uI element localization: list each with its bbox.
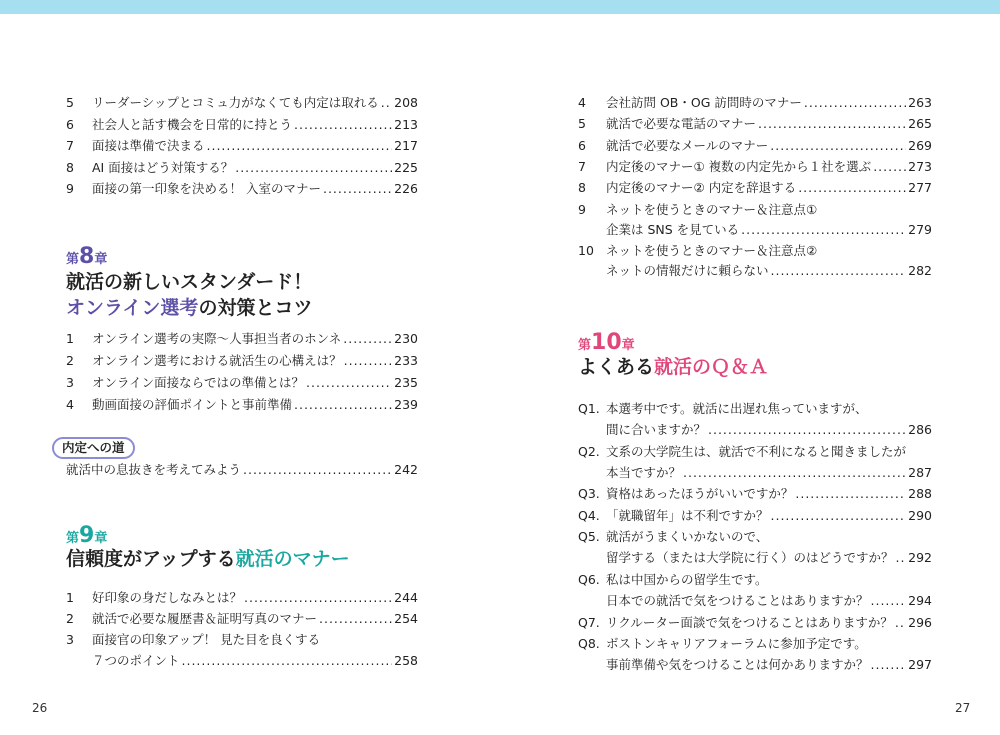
toc-entry[interactable] [578, 528, 932, 546]
chapter9-heading [66, 547, 350, 571]
toc-entry-page: 226 [394, 181, 418, 196]
dot-leader [798, 179, 906, 197]
toc-entry-title: 資格はあったほうがいいですか？ [606, 486, 794, 502]
toc-entry-title: リクルーター面談で気をつけることはありますか？ [606, 614, 893, 630]
toc-entry[interactable] [66, 180, 418, 198]
toc-entry-continuation-row[interactable] [92, 652, 418, 670]
toc-entry-page: 290 [908, 507, 932, 523]
toc-entry-number: 5 [578, 116, 586, 132]
toc-entry-title-continuation: 企業は SNS を見ている [606, 221, 740, 237]
toc-entry-title: 内定後のマナー① 複数の内定先から１社を選ぶ [606, 158, 872, 174]
toc-entry-title: 就活がうまくいかないので、 [606, 529, 769, 545]
toc-entry-number: Q1. [578, 401, 600, 416]
toc-entry-title: 私は中国からの留学生です。 [606, 572, 768, 587]
dot-leader [319, 610, 392, 628]
toc-entry-page: 297 [908, 657, 932, 673]
toc-entry-title-continuation: 間に合いますか？ [606, 422, 707, 437]
toc-entry-number: Q7. [578, 614, 600, 630]
dot-leader [771, 507, 907, 525]
toc-entry-page: 244 [394, 590, 418, 605]
dot-leader [683, 464, 906, 482]
toc-entry-title-continuation: ネットの情報だけに頼らない [606, 262, 769, 278]
toc-entry-title: 文系の大学院生は、就活で不利になると聞きましたが [606, 443, 907, 459]
toc-entry[interactable] [66, 610, 418, 628]
toc-entry-title-continuation: 本当ですか？ [606, 464, 682, 480]
toc-entry[interactable] [66, 631, 418, 649]
dot-leader [896, 549, 907, 567]
toc-entry[interactable] [66, 330, 418, 348]
toc-entry-number: 10 [578, 242, 594, 258]
toc-entry-title: 本選考中です。就活に出遅れ焦っていますが、 [606, 401, 868, 416]
toc-entry-number: Q3. [578, 486, 600, 502]
toc-entry-title: ネットを使うときのマナー＆注意点① [606, 201, 818, 217]
dot-leader [758, 115, 906, 133]
toc-entry[interactable] [66, 374, 418, 392]
toc-entry-title: AI 面接はどう対策する？ [92, 159, 234, 175]
toc-entry-page: 233 [394, 353, 418, 368]
toc-entry[interactable] [578, 94, 932, 112]
toc-entry-number: 5 [66, 95, 74, 110]
toc-entry-page: 288 [908, 486, 932, 502]
toc-entry-title: 就活で必要な電話のマナー [606, 116, 757, 132]
chapter9-prefix: 第 [66, 531, 80, 546]
toc-entry-continuation-row[interactable] [606, 549, 932, 567]
dot-leader [741, 221, 906, 239]
toc-entry-title: ネットを使うときのマナー＆注意点② [606, 242, 818, 258]
toc-entry-number: 8 [578, 180, 586, 196]
road-item-page: 242 [394, 462, 418, 477]
road-item-title: 就活中の息抜きを考えてみよう [66, 462, 242, 477]
toc-entry-continuation-row[interactable] [606, 656, 932, 674]
chapter9-label [66, 523, 107, 548]
chapter9-number: 9 [79, 523, 95, 548]
dot-leader [306, 374, 392, 392]
toc-entry-number: 2 [66, 611, 74, 626]
toc-entry[interactable] [578, 571, 932, 589]
toc-entry[interactable] [66, 94, 418, 112]
toc-entry[interactable] [578, 400, 932, 418]
chapter10-heading [578, 355, 768, 379]
dot-leader [873, 158, 906, 176]
toc-entry-title-continuation: 事前準備や気をつけることは何かありますか？ [606, 657, 869, 673]
toc-entry-title: オンライン選考の実際～人事担当者のホンネ [92, 331, 342, 346]
toc-entry-page: 263 [908, 95, 932, 110]
toc-entry-page: 239 [394, 397, 418, 412]
dot-leader [795, 485, 906, 503]
toc-entry-number: 2 [66, 353, 74, 368]
toc-entry-page: 287 [908, 464, 932, 480]
dot-leader [871, 592, 907, 610]
chapter10-heading-highlight: 就活のＱ＆Ａ [654, 356, 769, 378]
dot-leader [207, 137, 393, 155]
toc-entry-title-continuation: 日本での就活で気をつけることはありますか？ [606, 593, 869, 608]
page-number-left: 26 [32, 701, 48, 715]
dot-leader [323, 180, 392, 198]
dot-leader [244, 589, 392, 607]
toc-entry[interactable] [578, 137, 932, 155]
toc-entry-page: 296 [908, 614, 932, 630]
dot-leader [871, 656, 907, 674]
toc-entry-page: 254 [394, 611, 418, 626]
dot-leader [235, 159, 392, 177]
dot-leader [182, 652, 393, 670]
toc-entry[interactable] [66, 352, 418, 370]
toc-entry-number: Q8. [578, 636, 600, 652]
toc-entry-number: 1 [66, 590, 74, 605]
toc-entry-page: 235 [394, 375, 418, 390]
toc-entry-title: 内定後のマナー② 内定を辞退する [606, 180, 797, 196]
toc-entry-continuation-row[interactable] [606, 221, 932, 239]
toc-entry-page: 217 [394, 138, 418, 153]
toc-entry[interactable] [578, 485, 932, 503]
toc-entry-page: 292 [908, 550, 932, 566]
toc-entry[interactable] [578, 635, 932, 653]
dot-leader [381, 94, 392, 112]
toc-entry-title: ボストンキャリアフォーラムに参加予定です。 [606, 636, 867, 652]
dot-leader [294, 396, 392, 414]
chapter8-heading-rest: の対策とコツ [198, 297, 313, 319]
toc-entry-title-continuation: 留学する（または大学院に行く）のはどうですか？ [606, 550, 894, 566]
toc-entry-title: オンライン面接ならではの準備とは？ [92, 375, 305, 390]
toc-entry-number: Q5. [578, 529, 600, 545]
toc-entry-title: 社会人と話す機会を日常的に持とう [92, 116, 293, 132]
dot-leader [804, 94, 906, 112]
chapter9-heading-highlight: 就活のマナー [235, 548, 350, 570]
toc-entry-page: 282 [908, 262, 932, 278]
toc-entry-page: 225 [394, 159, 418, 175]
toc-entry[interactable] [578, 507, 932, 525]
page-number-right: 27 [955, 701, 971, 715]
chapter8-suffix: 章 [94, 252, 108, 267]
chapter8-number: 8 [79, 244, 95, 269]
chapter10-heading-rest: よくある [578, 356, 655, 378]
toc-entry-number: 3 [66, 632, 74, 647]
toc-entry-page: 273 [908, 158, 932, 174]
toc-entry-page: 277 [908, 180, 932, 196]
dot-leader [708, 421, 906, 439]
dot-leader [294, 116, 392, 134]
toc-entry[interactable] [66, 116, 418, 134]
toc-entry-page: 269 [908, 137, 932, 153]
toc-entry-number: 3 [66, 375, 74, 390]
toc-entry-continuation-row[interactable] [606, 262, 932, 280]
toc-entry-title: 「就職留年」は不利ですか？ [606, 507, 769, 523]
toc-entry[interactable] [578, 614, 932, 632]
dot-leader [770, 137, 906, 155]
chapter10-label [578, 330, 635, 355]
toc-entry[interactable] [578, 115, 932, 133]
toc-entry-continuation-row[interactable] [606, 464, 932, 482]
toc-entry-number: 8 [66, 159, 74, 175]
toc-entry-number: 6 [578, 137, 586, 153]
toc-entry-page: 230 [394, 331, 418, 346]
toc-entry-title: 就活で必要な履歴書＆証明写真のマナー [92, 611, 318, 626]
toc-entry-number: 4 [578, 95, 586, 110]
toc-entry-number: 9 [66, 181, 74, 196]
chapter10-suffix: 章 [621, 338, 635, 353]
toc-entry-continuation-row[interactable] [606, 421, 932, 439]
chapter8-heading-line2 [66, 296, 312, 320]
toc-entry-number: 9 [578, 201, 586, 217]
chapter9-suffix: 章 [94, 531, 108, 546]
toc-entry-page: 213 [394, 116, 418, 132]
toc-entry-number: 1 [66, 331, 74, 346]
toc-entry[interactable] [66, 159, 418, 177]
toc-entry-title: 動画面接の評価ポイントと事前準備 [92, 397, 293, 412]
chapter10-prefix: 第 [578, 338, 592, 353]
toc-entry-title: 会社訪問 OB・OG 訪問時のマナー [606, 95, 802, 110]
toc-entry-title: 面接官の印象アップ！ 見た目を良くする [92, 632, 321, 647]
toc-entry-page: 208 [394, 95, 418, 110]
top-color-bar [0, 0, 1000, 14]
toc-entry[interactable] [66, 137, 418, 155]
toc-entry[interactable] [66, 589, 418, 607]
naitei-badge: 内定への道 [52, 437, 135, 459]
chapter8-heading-highlight: オンライン選考 [66, 297, 199, 319]
toc-entry[interactable] [578, 179, 932, 197]
toc-entry-page: 286 [908, 422, 932, 437]
toc-entry-title: オンライン選考における就活生の心構えは？ [92, 353, 342, 368]
road-item[interactable] [66, 461, 418, 479]
toc-entry-number: 4 [66, 397, 74, 412]
toc-entry[interactable] [578, 201, 932, 219]
toc-entry[interactable] [578, 242, 932, 260]
toc-entry-title: 面接は準備で決まる [92, 138, 205, 153]
toc-entry-title: 好印象の身だしなみとは？ [92, 590, 243, 605]
dot-leader [243, 461, 392, 479]
chapter8-prefix: 第 [66, 252, 80, 267]
toc-entry[interactable] [578, 443, 932, 461]
toc-entry-number: 6 [66, 116, 74, 132]
toc-entry-page: 258 [394, 653, 418, 668]
dot-leader [344, 352, 393, 370]
chapter8-label [66, 244, 107, 269]
toc-entry-number: 7 [578, 158, 586, 174]
chapter10-number: 10 [591, 330, 622, 355]
toc-entry-page: 294 [908, 593, 932, 608]
dot-leader [895, 614, 906, 632]
toc-entry-number: 7 [66, 138, 74, 153]
toc-entry-title: リーダーシップとコミュ力がなくても内定は取れる [92, 95, 379, 110]
toc-entry[interactable] [578, 158, 932, 176]
toc-entry-number: Q6. [578, 572, 600, 587]
toc-entry-title: 就活で必要なメールのマナー [606, 137, 769, 153]
dot-leader [343, 330, 392, 348]
toc-entry-title: 面接の第一印象を決める！ 入室のマナー [92, 181, 321, 196]
toc-entry-continuation-row[interactable] [606, 592, 932, 610]
chapter8-heading-line1: 就活の新しいスタンダード！ [66, 271, 313, 293]
toc-entry-number: Q2. [578, 443, 600, 459]
chapter9-heading-rest: 信頼度がアップする [66, 548, 236, 570]
toc-entry[interactable] [66, 396, 418, 414]
toc-entry-page: 265 [908, 116, 932, 132]
toc-entry-number: Q4. [578, 507, 600, 523]
toc-entry-page: 279 [908, 221, 932, 237]
toc-entry-title-continuation: ７つのポイント [92, 653, 180, 668]
dot-leader [771, 262, 907, 280]
